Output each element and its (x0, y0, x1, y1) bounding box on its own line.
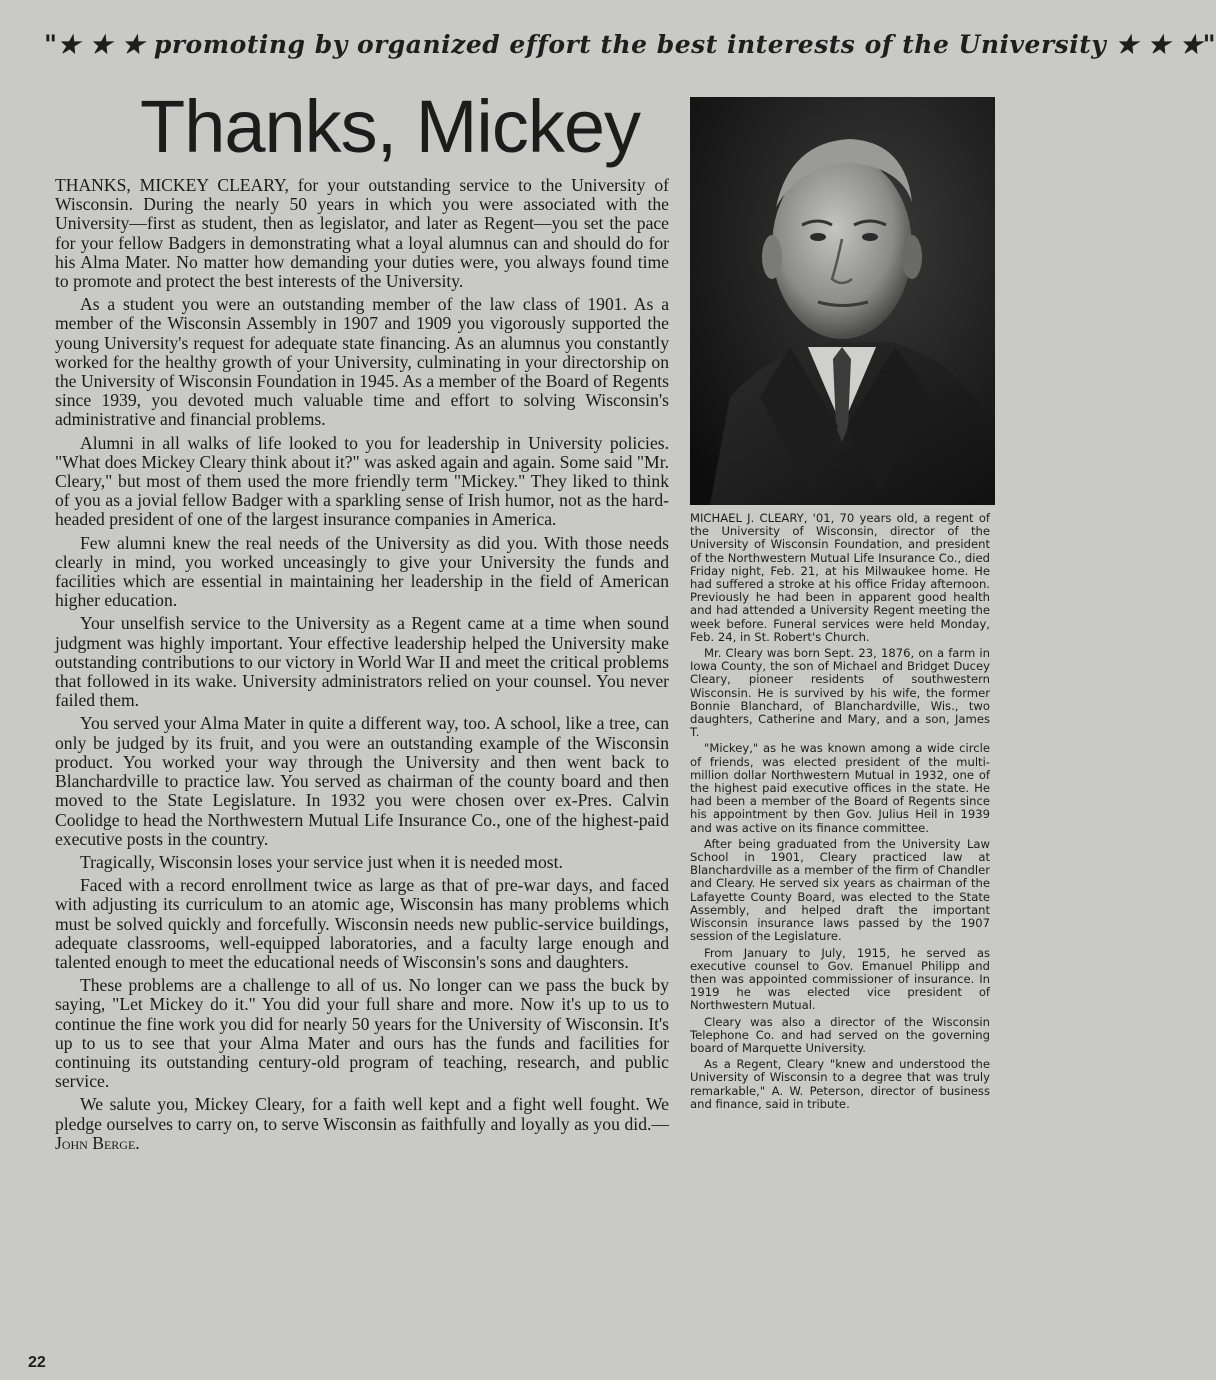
article-paragraph: Tragically, Wisconsin loses your service just when it is needed most. (80, 851, 563, 872)
author-signature: John Berge. (55, 1132, 140, 1153)
closing-paragraph (55, 1095, 669, 1153)
sidebar-paragraph: MICHAEL J. CLEARY, '01, 70 years old, a regent of the University of Wisconsin, director of the University of Wisconsin Foundation, and president of the Northwestern Mutual Life Insurance Co., died Friday night, Feb. 21, at his Milwaukee home. He had suffered a stroke at his office Friday afternoon. Previously he had been in apparent good health and had attended a University Regent meeting the week before. Funeral services were held Monday, Feb. 24, in St. Robert's Church. (690, 511, 990, 644)
article-paragraph: Your unselfish service to the University as a Regent came at a time when sound judgment was highly important. Your effective leadership helped the University make outstanding contributions to our victory in World War II and meet the critical problems that followed in its wake. University administrators relied on your counsel. You never failed them. (55, 613, 669, 711)
article-paragraph: Alumni in all walks of life looked to you for leadership in University policies. "What does Mickey Cleary think about it?" was asked again and again. Some said "Mr. Cleary," but most of them used the more friendly term "Mickey." They liked to think of you as a jovial fellow Badger with a sparkling sense of Irish humor, not as the hard-headed president of one of the largest insurance companies in America. (55, 432, 669, 530)
sidebar-paragraph: After being graduated from the University Law School in 1901, Cleary practiced law at Blanchardville as a member of the firm of Chandler and Cleary. He served six years as chairman of the Lafayette County Board, was elected to the State Assembly, and helped draft the important Wisconsin insurance laws passed by the 1907 session of the Legislature. (690, 836, 990, 944)
sidebar-paragraph: Mr. Cleary was born Sept. 23, 1876, on a farm in Iowa County, the son of Michael and Bridget Ducey Cleary, pioneer residents of southwestern Wisconsin. He is survived by his wife, the former Bonnie Blanchard, of Blanchardville, Wis., two daughters, Catherine and Mary, and a son, James T. (690, 646, 990, 740)
obituary-sidebar (690, 512, 990, 1114)
article-paragraph: Faced with a record enrollment twice as large as that of pre-war days, and faced with adjusting its curriculum to an atomic age, Wisconsin has many problems which must be solved quickly and forcefully. Wisconsin needs new public-service buildings, adequate classrooms, well-equipped laboratories, and a faculty large enough and talented enough to meet the educational needs of Wisconsin's sons and daughters. (55, 875, 669, 972)
sidebar-paragraph: Cleary was also a director of the Wisconsin Telephone Co. and had served on the governing board of Marquette University. (690, 1014, 990, 1055)
article-paragraph: These problems are a challenge to all of us. No longer can we pass the buck by saying, "Let Mickey do it." You did your full share and more. Now it's up to us to continue the fine work you did for nearly 50 years for the University of Wisconsin. It's up to us to see that your Alma Mater and ours has the funds and facilities for continuing its outstanding century-old program of teaching, research, and public service. (55, 975, 669, 1092)
portrait-photo (690, 97, 995, 505)
article-paragraph: As a student you were an outstanding member of the law class of 1901. As a member of the Wisconsin Assembly in 1907 and 1909 you vigorously supported the young University's request for adequate state financing. As an alumnus you constantly worked for the healthy growth of your University, culminating in your directorship on the University of Wisconsin Foundation in 1945. As a member of the Board of Regents since 1939, you devoted much valuable time and effort to solving Wisconsin's administrative and financial problems. (55, 294, 669, 430)
closing-text: We salute you, Mickey Cleary, for a faith well kept and a fight well fought. We pledge ourselves to carry on, to serve Wisconsin as faithfully and loyally as you did.— (55, 1094, 669, 1134)
page-number: 22 (28, 1354, 46, 1371)
article-paragraph: Few alumni knew the real needs of the University as did you. With those needs clearly in mind, you worked unceasingly to give your University the funds and facilities which are essential in maintaining her leadership in the field of American higher education. (55, 532, 669, 611)
sidebar-paragraph: "Mickey," as he was known among a wide circle of friends, was elected president of the multi-million dollar Northwestern Mutual in 1932, one of the highest paid executive offices in the state. He had been a member of the Board of Regents since his appointment by then Gov. Julius Heil in 1939 and was active on its finance committee. (690, 741, 990, 835)
main-article (55, 176, 669, 1157)
sidebar-paragraph: As a Regent, Cleary "knew and understood the University of Wisconsin to a degree that was truly remarkable," A. W. Peterson, director of business and finance, said in tribute. (690, 1057, 990, 1111)
sidebar-paragraph: From January to July, 1915, he served as executive counsel to Gov. Emanuel Philipp and then was appointed commissioner of insurance. In 1919 he was elected vice president of Northwestern Mutual. (690, 945, 990, 1013)
portrait-illustration (690, 97, 995, 505)
article-paragraph: THANKS, MICKEY CLEARY, for your outstanding service to the University of Wisconsin. During the nearly 50 years in which you were associated with the University—first as student, then as legislator, and later as Regent—you set the pace for your fellow Badgers in demonstrating what a loyal alumnus can and should do for his Alma Mater. No matter how demanding your duties were, you always found time to promote and protect the best interests of the University. (55, 175, 669, 292)
article-paragraph: You served your Alma Mater in quite a different way, too. A school, like a tree, can only be judged by its fruit, and you were an outstanding example of the Wisconsin product. You worked your way through the University and then went back to Blanchardville to practice law. You served as chairman of the county board and then moved to the State Legislature. In 1932 you were chosen over ex-Pres. Calvin Coolidge to head the Northwestern Mutual Life Insurance Co., one of the highest-paid executive posts in the country. (55, 713, 669, 849)
page-title: Thanks, Mickey (140, 85, 641, 168)
header-motto: "★ ★ ★ promoting by organized effort the best interests of the University ★ ★ ★" (44, 30, 1216, 59)
